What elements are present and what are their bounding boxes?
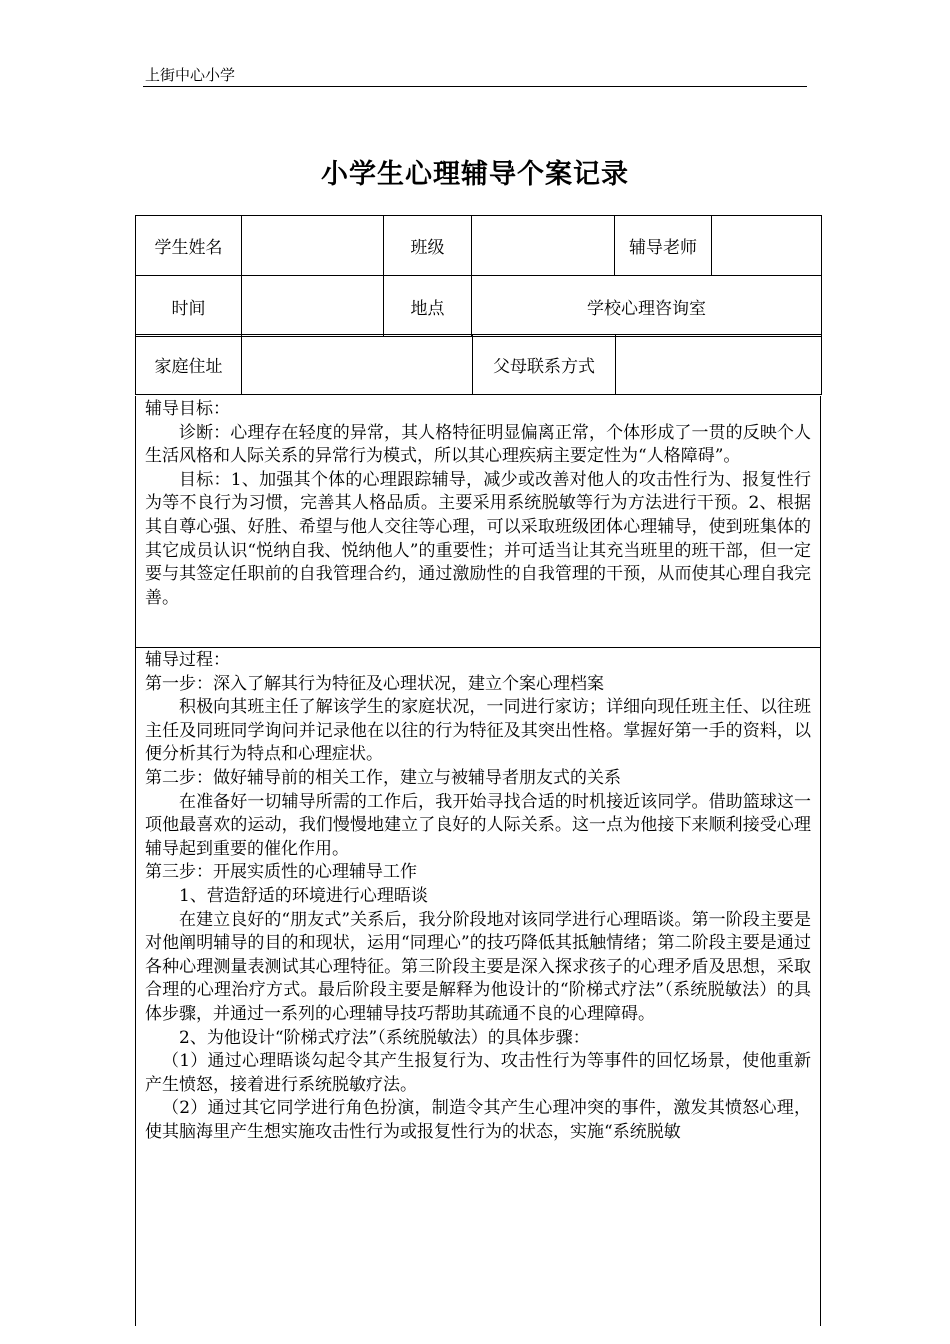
info-row-1 (136, 216, 822, 276)
class-value[interactable] (472, 216, 615, 276)
step2-text: 在准备好一切辅导所需的工作后，我开始寻找合适的时机接近该同学。借助篮球这一项他最喜欢的运动，我们慢慢地建立了良好的人际关系。这一点为他接下来顺利接受心理辅导起到重要的催化作用。 (145, 791, 811, 859)
info-table-contact (135, 334, 822, 395)
process-heading: 辅导过程： (145, 650, 230, 670)
target-text: 目标：1、加强其个体的心理跟踪辅导，减少或改善对他人的攻击性行为、报复性行为等不良行为习惯，完善其人格品质。主要采用系统脱敏等行为方法进行干预。2、根据其自尊心强、好胜、希望与他人交往等心理，可以采取班级团体心理辅导，使到班集体的其它成员认识“悦纳自我、悦纳他人”的重要性；并可适当让其充当班里的班干部，但一定要与其签定任职前的自我管理合约，通过激励性的自我管理的干预，从而使其心理自我完善。 (145, 469, 811, 608)
school-name: 上街中心小学 (145, 66, 236, 84)
time-label: 时间 (136, 276, 242, 337)
parent-contact-label: 父母联系方式 (473, 335, 616, 395)
info-row-2 (136, 276, 822, 337)
document-title: 小学生心理辅导个案记录 (321, 159, 629, 190)
step2-title: 第二步：做好辅导前的相关工作，建立与被辅导者朋友式的关系 (145, 767, 621, 788)
step3-title: 第三步：开展实质性的心理辅导工作 (145, 862, 417, 883)
step-item-2: （2）通过其它同学进行角色扮演，制造令其产生心理冲突的事件，激发其愤怒心理，使其脑海里产生想实施攻击性行为或报复性行为的状态，实施“系统脱敏 (145, 1098, 811, 1142)
counselor-value[interactable] (712, 216, 822, 276)
process-section (136, 648, 820, 1144)
sub2-title: 2、为他设计“阶梯式疗法”（系统脱敏法）的具体步骤： (179, 1027, 590, 1048)
diagnosis-text: 诊断：心理存在轻度的异常，其人格特征明显偏离正常，个体形成了一贯的反映个人生活风格和人际关系的异常行为模式，所以其心理疾病主要定性为“人格障碍”。 (145, 422, 811, 467)
record-body (135, 396, 821, 1326)
parent-contact-value[interactable] (616, 335, 822, 395)
info-table (135, 215, 822, 337)
step1-title: 第一步：深入了解其行为特征及心理状况，建立个案心理档案 (145, 673, 604, 694)
sub1-text: 在建立良好的“朋友式”关系后，我分阶段地对该同学进行心理晤谈。第一阶段主要是对他阐明辅导的目的和现状，运用“同理心”的技巧降低其抵触情绪；第二阶段主要是通过各种心理测量表测试其心理特征。第三阶段主要是深入探求孩子的心理矛盾及思想，采取合理的心理治疗方式。最后阶段主要是解释为他设计的“阶梯式疗法”（系统脱敏法）的具体步骤，并通过一系列的心理辅导技巧帮助其疏通不良的心理障碍。 (145, 909, 811, 1024)
student-name-label: 学生姓名 (136, 216, 242, 276)
goals-heading: 辅导目标： (145, 399, 230, 419)
place-value: 学校心理咨询室 (472, 276, 822, 337)
step-item-1: （1）通过心理晤谈勾起令其产生报复行为、攻击性行为等事件的回忆场景，使他重新产生愤怒，接着进行系统脱敏疗法。 (145, 1051, 811, 1095)
address-label: 家庭住址 (136, 335, 242, 395)
counselor-label: 辅导老师 (615, 216, 712, 276)
goals-section (136, 396, 820, 647)
info-row-3 (136, 335, 822, 395)
address-value[interactable] (242, 335, 473, 395)
step1-text: 积极向其班主任了解该学生的家庭状况，一同进行家访；详细向现任班主任、以往班主任及同班同学询问并记录他在以往的行为特征及其突出性格。掌握好第一手的资料，以便分析其行为特点和心理症状。 (145, 697, 811, 765)
student-name-value[interactable] (242, 216, 384, 276)
header-divider (143, 86, 807, 87)
class-label: 班级 (384, 216, 472, 276)
time-value[interactable] (242, 276, 384, 337)
sub1-title: 1、营造舒适的环境进行心理晤谈 (179, 885, 428, 906)
place-label: 地点 (384, 276, 472, 337)
